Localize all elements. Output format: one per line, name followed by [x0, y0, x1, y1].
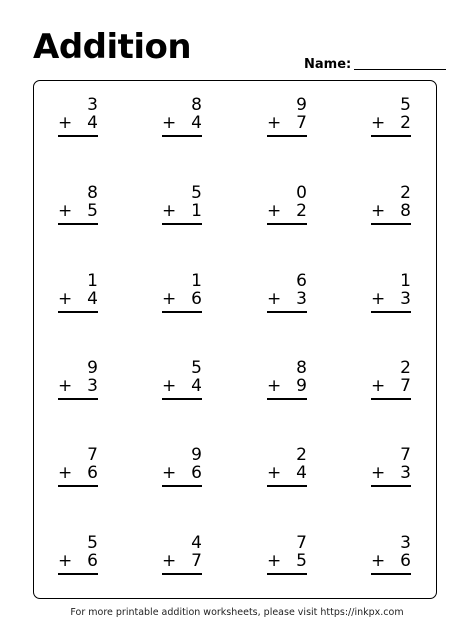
- bottom-addend: 7: [296, 113, 307, 133]
- top-addend: 9: [296, 95, 307, 115]
- top-addend: 5: [87, 533, 98, 553]
- answer-line: [58, 573, 98, 575]
- bottom-addend: 1: [191, 201, 202, 221]
- answer-line: [371, 398, 411, 400]
- name-field[interactable]: [304, 58, 446, 71]
- top-addend: 2: [400, 183, 411, 203]
- plus-sign: +: [162, 551, 177, 571]
- addition-problem: [371, 96, 415, 142]
- plus-sign: +: [58, 289, 73, 309]
- top-addend: 8: [191, 95, 202, 115]
- addition-problem: [162, 96, 206, 142]
- addition-problem: [58, 272, 102, 318]
- bottom-addend: 6: [87, 463, 98, 483]
- plus-sign: +: [162, 113, 177, 133]
- plus-sign: +: [267, 113, 282, 133]
- problems-frame: [33, 80, 437, 599]
- answer-line: [267, 398, 307, 400]
- addition-problem: [162, 272, 206, 318]
- addition-problem: [371, 446, 415, 492]
- plus-sign: +: [58, 376, 73, 396]
- name-underline: [354, 69, 446, 70]
- top-addend: 7: [87, 445, 98, 465]
- bottom-addend: 2: [296, 201, 307, 221]
- top-addend: 3: [400, 533, 411, 553]
- addition-problem: [371, 272, 415, 318]
- bottom-addend: 9: [296, 376, 307, 396]
- addition-problem: [267, 184, 311, 230]
- addition-problem: [267, 96, 311, 142]
- answer-line: [58, 135, 98, 137]
- addition-problem: [162, 359, 206, 405]
- answer-line: [162, 485, 202, 487]
- addition-problem: [267, 272, 311, 318]
- addition-problem: [267, 359, 311, 405]
- top-addend: 1: [87, 271, 98, 291]
- answer-line: [267, 135, 307, 137]
- addition-problem: [58, 534, 102, 580]
- plus-sign: +: [371, 113, 386, 133]
- addition-problem: [58, 96, 102, 142]
- answer-line: [371, 223, 411, 225]
- bottom-addend: 3: [296, 289, 307, 309]
- plus-sign: +: [58, 551, 73, 571]
- plus-sign: +: [267, 376, 282, 396]
- addition-problem: [58, 446, 102, 492]
- addition-problem: [58, 359, 102, 405]
- top-addend: 5: [191, 358, 202, 378]
- answer-line: [267, 223, 307, 225]
- page-title: Addition: [33, 27, 192, 67]
- bottom-addend: 3: [87, 376, 98, 396]
- answer-line: [267, 311, 307, 313]
- answer-line: [162, 573, 202, 575]
- addition-problem: [162, 446, 206, 492]
- top-addend: 6: [296, 271, 307, 291]
- answer-line: [58, 485, 98, 487]
- plus-sign: +: [371, 289, 386, 309]
- answer-line: [371, 311, 411, 313]
- addition-problem: [267, 534, 311, 580]
- bottom-addend: 4: [191, 376, 202, 396]
- plus-sign: +: [162, 376, 177, 396]
- top-addend: 1: [400, 271, 411, 291]
- bottom-addend: 3: [400, 289, 411, 309]
- addition-problem: [371, 534, 415, 580]
- plus-sign: +: [371, 376, 386, 396]
- top-addend: 4: [191, 533, 202, 553]
- plus-sign: +: [162, 289, 177, 309]
- bottom-addend: 8: [400, 201, 411, 221]
- top-addend: 0: [296, 183, 307, 203]
- bottom-addend: 4: [191, 113, 202, 133]
- answer-line: [162, 398, 202, 400]
- addition-problem: [371, 184, 415, 230]
- top-addend: 3: [87, 95, 98, 115]
- top-addend: 2: [400, 358, 411, 378]
- top-addend: 8: [87, 183, 98, 203]
- plus-sign: +: [371, 551, 386, 571]
- answer-line: [58, 223, 98, 225]
- bottom-addend: 6: [87, 551, 98, 571]
- answer-line: [162, 311, 202, 313]
- bottom-addend: 4: [87, 289, 98, 309]
- addition-problem: [58, 184, 102, 230]
- plus-sign: +: [371, 201, 386, 221]
- name-label: Name:: [304, 57, 352, 72]
- answer-line: [58, 311, 98, 313]
- addition-problem: [162, 184, 206, 230]
- bottom-addend: 7: [400, 376, 411, 396]
- bottom-addend: 4: [87, 113, 98, 133]
- plus-sign: +: [162, 201, 177, 221]
- plus-sign: +: [267, 289, 282, 309]
- bottom-addend: 5: [87, 201, 98, 221]
- answer-line: [58, 398, 98, 400]
- answer-line: [371, 573, 411, 575]
- plus-sign: +: [267, 201, 282, 221]
- answer-line: [162, 135, 202, 137]
- top-addend: 7: [400, 445, 411, 465]
- top-addend: 5: [191, 183, 202, 203]
- plus-sign: +: [162, 463, 177, 483]
- bottom-addend: 5: [296, 551, 307, 571]
- plus-sign: +: [58, 113, 73, 133]
- top-addend: 9: [191, 445, 202, 465]
- answer-line: [267, 573, 307, 575]
- plus-sign: +: [58, 463, 73, 483]
- answer-line: [162, 223, 202, 225]
- top-addend: 8: [296, 358, 307, 378]
- top-addend: 5: [400, 95, 411, 115]
- bottom-addend: 6: [400, 551, 411, 571]
- bottom-addend: 7: [191, 551, 202, 571]
- answer-line: [371, 485, 411, 487]
- top-addend: 2: [296, 445, 307, 465]
- plus-sign: +: [267, 463, 282, 483]
- bottom-addend: 3: [400, 463, 411, 483]
- answer-line: [371, 135, 411, 137]
- bottom-addend: 4: [296, 463, 307, 483]
- plus-sign: +: [267, 551, 282, 571]
- addition-problem: [162, 534, 206, 580]
- bottom-addend: 2: [400, 113, 411, 133]
- addition-problem: [267, 446, 311, 492]
- addition-problem: [371, 359, 415, 405]
- bottom-addend: 6: [191, 289, 202, 309]
- footer-text: For more printable addition worksheets, please visit https://inkpx.com: [70, 607, 404, 618]
- answer-line: [267, 485, 307, 487]
- plus-sign: +: [371, 463, 386, 483]
- plus-sign: +: [58, 201, 73, 221]
- bottom-addend: 6: [191, 463, 202, 483]
- top-addend: 7: [296, 533, 307, 553]
- top-addend: 9: [87, 358, 98, 378]
- top-addend: 1: [191, 271, 202, 291]
